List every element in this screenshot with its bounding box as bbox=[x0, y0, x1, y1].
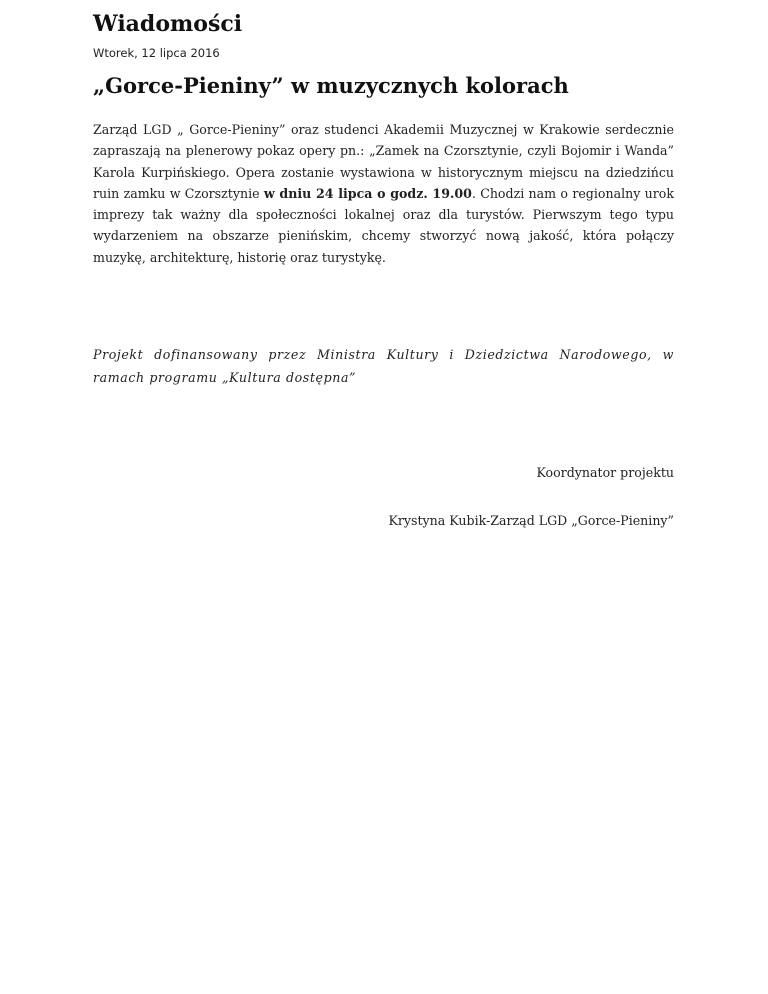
event-date-highlight: w dniu 24 lipca o godz. 19.00 bbox=[263, 185, 472, 201]
coordinator-name: Krystyna Kubik-Zarząd LGD „Gorce-Pieniny” bbox=[388, 513, 674, 529]
article-title: „Gorce-Pieniny” w muzycznych kolorach bbox=[93, 73, 569, 98]
coordinator-label: Koordynator projektu bbox=[536, 465, 674, 481]
funding-note: Projekt dofinansowany przez Ministra Kultury i Dziedzictwa Narodowego, w ramach programu „Kultura dostępna” bbox=[93, 347, 674, 385]
article-body bbox=[93, 119, 674, 268]
section-heading: Wiadomości bbox=[93, 11, 243, 37]
news-article-page bbox=[93, 0, 674, 529]
article-body-text-continued: . Chodzi nam o regionalny urok imprezy tak ważny dla społeczności lokalnej oraz dla turystów. Pierwszym tego typu wydarzeniem na obszarze pienińskim, chcemy stworzyć nową jakość, która połączy muzykę, architekturę, historię oraz turystykę. bbox=[93, 185, 674, 265]
article-date: Wtorek, 12 lipca 2016 bbox=[93, 46, 220, 60]
article-body-text: Zarząd LGD „ Gorce-Pieniny” oraz studenci Akademii Muzycznej w Krakowie serdecznie zapraszają na plenerowy pokaz opery pn.: „Zamek na Czorsztynie, czyli Bojomir i Wanda” Karola Kurpińskiego. Opera zostanie wystawiona w historycznym miejscu na dziedzińcu ruin zamku w Czorsztynie bbox=[93, 122, 674, 201]
